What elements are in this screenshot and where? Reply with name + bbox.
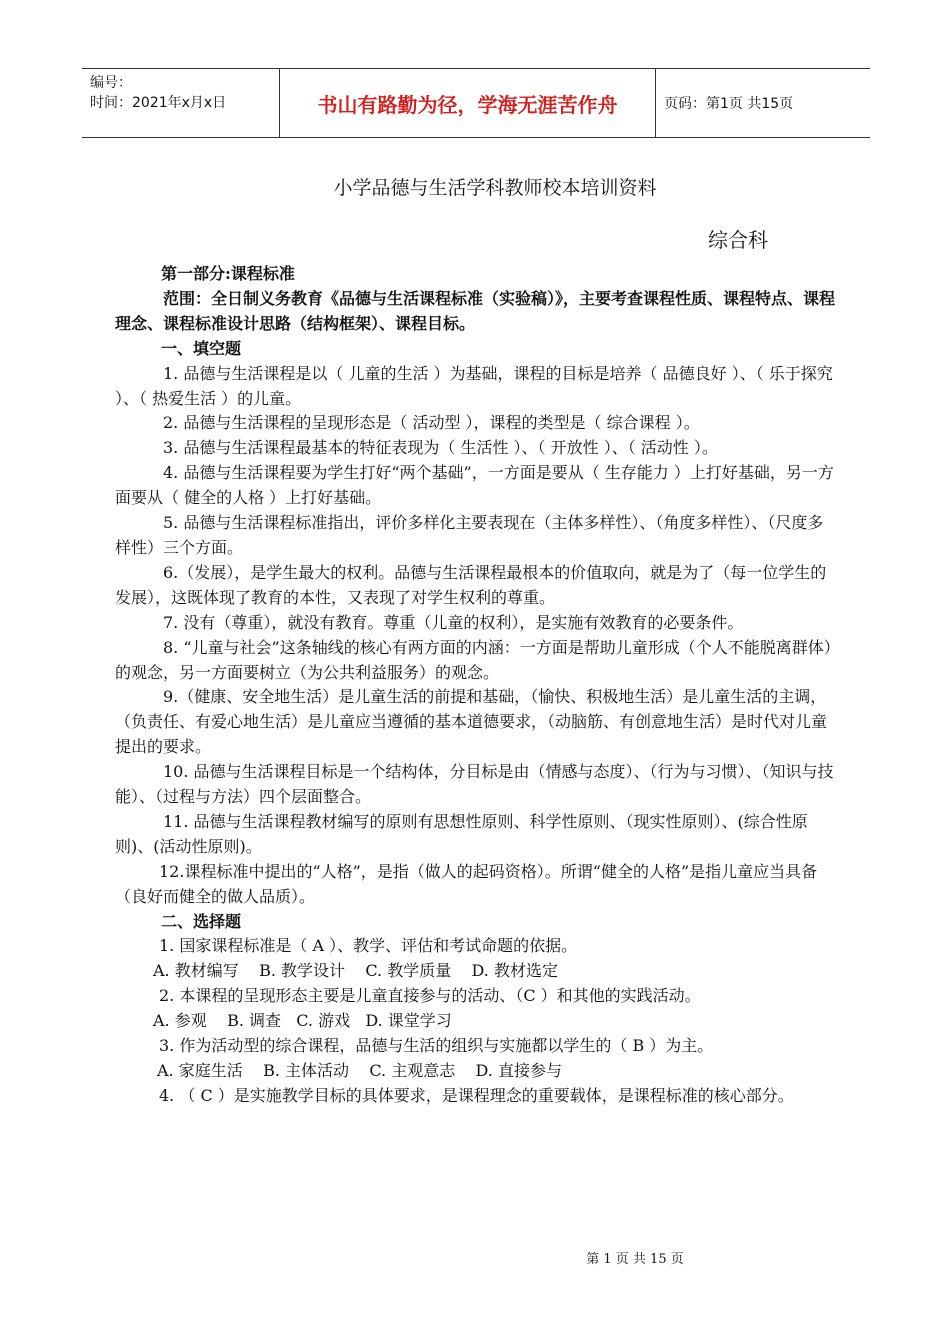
choice-options: A. 教材编写 B. 教学设计 C. 教学质量 D. 教材选定 xyxy=(153,961,558,981)
scope-paragraph: 范围：全日制义务教育《品德与生活课程标准（实验稿）》，主要考查课程性质、课程特点、课程理念、课程标准设计思路（结构框架）、课程目标。 xyxy=(115,288,836,333)
part-heading: 第一部分:课程标准 xyxy=(161,264,295,283)
fill-item: 4. 品德与生活课程要为学生打好“两个基础”，一方面是要从（ 生存能力 ）上打好基础，另一方面要从（ 健全的人格 ）上打好基础。 xyxy=(115,463,834,508)
date-label: 时间：2021年x月x日 xyxy=(90,95,227,111)
choice-options: A. 参观 B. 调查 C. 游戏 D. 课堂学习 xyxy=(153,1011,452,1031)
fill-item: 5. 品德与生活课程标准指出，评价多样化主要表现在（主体多样性）、（角度多样性）、（尺度多样性）三个方面。 xyxy=(115,513,824,557)
document-body xyxy=(115,262,837,1109)
motto: 书山有路勤为径，学海无涯苦作舟 xyxy=(280,69,656,137)
section-fill-heading: 一、填空题 xyxy=(161,338,242,358)
fill-item: 2. 品德与生活课程的呈现形态是（ 活动型 ），课程的类型是（ 综合课程 ）。 xyxy=(163,413,700,433)
department: 综合科 xyxy=(708,228,768,252)
number-label: 编号： xyxy=(90,75,132,91)
choice-question: 1. 国家课程标准是（ A ）、教学、评估和考试命题的依据。 xyxy=(159,936,578,956)
header-table xyxy=(82,68,870,138)
choice-question: 2. 本课程的呈现形态主要是儿童直接参与的活动、（C ）和其他的实践活动。 xyxy=(159,986,701,1006)
fill-item: 9.（健康、安全地生活）是儿童生活的前提和基础，（愉快、积极地生活）是儿童生活的主调，（负责任、有爱心地生活）是儿童应当遵循的基本道德要求，（动脑筋、有创意地生活）是时代对儿童提出的要求。 xyxy=(115,687,828,757)
fill-item: 3. 品德与生活课程最基本的特征表现为（ 生活性 ）、（ 开放性 ）、（ 活动性 ）。 xyxy=(163,438,718,458)
page-label: 页码：第1页 共15页 xyxy=(664,96,794,112)
choice-question: 3. 作为活动型的综合课程，品德与生活的组织与实施都以学生的（ B ）为主。 xyxy=(159,1036,714,1056)
fill-item: 7. 没有（尊重），就没有教育。尊重（儿童的权利），是实施有效教育的必要条件。 xyxy=(163,612,744,632)
fill-item: 6.（发展），是学生最大的权利。品德与生活课程最根本的价值取向，就是为了（每一位学生的发展），这既体现了教育的本性，又表现了对学生权利的尊重。 xyxy=(115,562,827,607)
choice-options: A. 家庭生活 B. 主体活动 C. 主观意志 D. 直接参与 xyxy=(157,1061,562,1080)
fill-item: 11. 品德与生活课程教材编写的原则有思想性原则、科学性原则、（现实性原则）、(综合性原则)、(活动性原则)。 xyxy=(115,811,808,856)
fill-item: 10. 品德与生活课程目标是一个结构体，分目标是由（情感与态度）、（行为与习惯）、（知识与技能）、（过程与方法）四个层面整合。 xyxy=(115,762,834,807)
page-footer: 第 1 页 共 15 页 xyxy=(586,1252,684,1267)
header-meta xyxy=(82,69,280,137)
choice-question: 4. （ C ）是实施教学目标的具体要求，是课程理念的重要载体，是课程标准的核心部分。 xyxy=(159,1085,794,1105)
fill-item: 12.课程标准中提出的“人格”，是指（做人的起码资格）。所谓“健全的人格”是指儿童应当具备（良好而健全的做人品质）。 xyxy=(115,861,818,906)
fill-item: 1. 品德与生活课程是以（ 儿童的生活 ）为基础，课程的目标是培养（ 品德良好 ）、（ 乐于探究 ）、（ 热爱生活 ）的儿童。 xyxy=(115,363,833,408)
document-title: 小学品德与生活学科教师校本培训资料 xyxy=(333,177,657,199)
fill-item: 8. “儿童与社会”这条轴线的核心有两方面的内涵：一方面是帮助儿童形成（个人不能脱离群体）的观念，另一方面要树立（为公共利益服务）的观念。 xyxy=(115,637,832,682)
section-choice-heading: 二、选择题 xyxy=(161,911,242,931)
